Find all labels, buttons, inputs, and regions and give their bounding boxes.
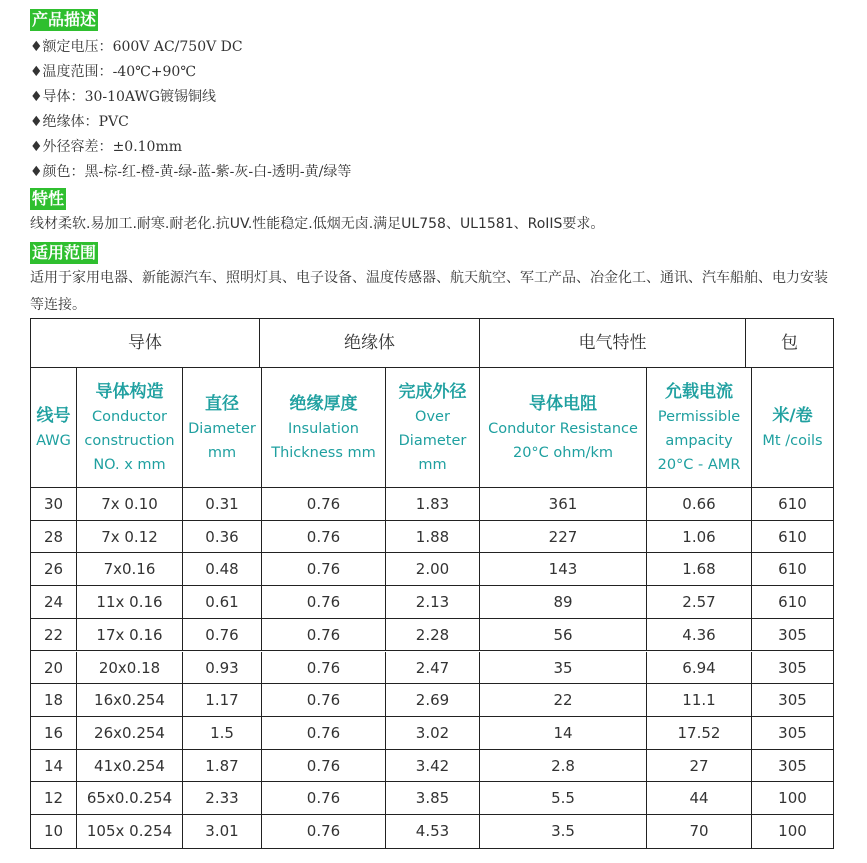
table-row (31, 684, 833, 717)
features-text: 线材柔软.易加工.耐寒.耐老化.抗UV.性能稳定.低烟无卤.满足UL758、UL1581、RoIIS要求。 (30, 216, 605, 232)
description-item (30, 137, 182, 157)
table-cell: 0.31 (183, 488, 262, 521)
table-cell: 1.83 (386, 488, 480, 521)
table-cell: 305 (752, 717, 833, 750)
description-item-label: ♦外径容差： (30, 139, 113, 155)
table-cell: 7x0.16 (77, 553, 183, 586)
table-cell: 0.36 (183, 521, 262, 554)
table-cell: 1.5 (183, 717, 262, 750)
table-cell: 100 (778, 822, 807, 840)
table-cell: 0.48 (183, 553, 262, 586)
table-cell: 0.76 (262, 782, 386, 815)
table-row (31, 652, 833, 685)
table-cell: 2.13 (386, 586, 480, 619)
table-cell: 0.76 (262, 717, 386, 750)
column-header-en: Condutor Resistance 20°C ohm/km (488, 420, 638, 461)
table-row (31, 782, 833, 815)
column-header-en: Diameter mm (188, 420, 256, 461)
table-group-cell: 电气特性 (480, 319, 746, 367)
table-group-cell: 包 (781, 333, 798, 353)
description-item-label: ♦颜色： (30, 164, 85, 180)
table-cell: 41x0.254 (77, 750, 183, 783)
table-row (31, 815, 833, 848)
column-header-en: Conductor construction NO. x mm (84, 408, 175, 473)
table-cell: 11x 0.16 (77, 586, 183, 619)
table-cell: 7x 0.10 (77, 488, 183, 521)
description-item (30, 62, 196, 82)
table-cell: 2.47 (386, 652, 480, 685)
column-header-en: Insulation Thickness mm (271, 420, 376, 461)
table-cell: 20x0.18 (77, 652, 183, 685)
column-header-en: Mt /coils (762, 432, 823, 449)
table-cell: 1.68 (647, 553, 752, 586)
table-cell: 100 (752, 782, 833, 815)
table-cell: 35 (480, 652, 647, 685)
table-group-cell: 导体 (31, 319, 260, 367)
column-header-en: AWG (36, 432, 71, 449)
description-item-value: ±0.10mm (112, 139, 183, 155)
table-cell: 17x 0.16 (77, 619, 183, 652)
column-header-cn: 绝缘厚度 (289, 393, 358, 414)
table-row (31, 750, 833, 783)
table-cell: 0.76 (183, 619, 262, 652)
table-cell: 1.88 (386, 521, 480, 554)
table-cell: 4.36 (647, 619, 752, 652)
description-item-label: ♦绝缘体： (30, 114, 99, 130)
table-cell: 14 (31, 750, 77, 783)
usage-text: 适用于家用电器、新能源汽车、照明灯具、电子设备、温度传感器、航天航空、军工产品、冶金化工、通讯、汽车船舶、电力安装等连接。 (30, 270, 828, 313)
table-cell: 305 (752, 619, 833, 652)
table-row (31, 521, 833, 554)
table-cell: 89 (480, 586, 647, 619)
table-cell: 0.76 (262, 750, 386, 783)
table-cell: 22 (480, 684, 647, 717)
table-cell: 2.8 (480, 750, 647, 783)
table-cell: 610 (752, 586, 833, 619)
table-cell: 3.01 (183, 815, 262, 848)
table-column-header (77, 368, 183, 488)
table-cell: 305 (752, 750, 833, 783)
table-cell: 0.76 (262, 815, 386, 848)
table-row (31, 553, 833, 586)
table-cell: 24 (31, 586, 77, 619)
column-header-en: Over Diameter mm (398, 408, 467, 473)
table-cell: 3.85 (386, 782, 480, 815)
table-cell: 7x 0.12 (77, 521, 183, 554)
description-item-value: 600V AC/750V DC (112, 39, 243, 55)
description-item-value: -40℃+90℃ (112, 64, 196, 80)
table-cell: 610 (752, 521, 833, 554)
table-cell: 0.76 (262, 553, 386, 586)
section-title-features: 特性 (32, 189, 65, 208)
description-item-value: 黑-棕-红-橙-黄-绿-蓝-紫-灰-白-透明-黄/绿等 (84, 164, 352, 180)
table-cell: 44 (647, 782, 752, 815)
description-item-label: ♦导体： (30, 89, 85, 105)
table-column-header (262, 368, 386, 488)
section-title-usage: 适用范围 (32, 243, 97, 262)
table-cell: 227 (480, 521, 647, 554)
column-header-cn: 导体构造 (95, 381, 164, 402)
section-title-description: 产品描述 (32, 10, 97, 29)
table-group-header (31, 319, 833, 368)
table-cell: 143 (480, 553, 647, 586)
table-cell: 17.52 (647, 717, 752, 750)
description-item (30, 37, 243, 57)
table-row (31, 586, 833, 619)
table-cell: 56 (480, 619, 647, 652)
table-cell: 28 (31, 521, 77, 554)
table-cell: 30 (31, 488, 77, 521)
table-cell: 4.53 (386, 815, 480, 848)
table-cell: 305 (752, 684, 833, 717)
column-header-cn: 完成外径 (398, 381, 467, 402)
table-cell: 27 (647, 750, 752, 783)
description-item-label: ♦温度范围： (30, 64, 113, 80)
table-cell: 16x0.254 (77, 684, 183, 717)
table-cell: 2.69 (386, 684, 480, 717)
table-cell: 1.06 (647, 521, 752, 554)
table-cell: 22 (31, 619, 77, 652)
table-row (31, 488, 833, 521)
table-cell: 65x0.0.254 (77, 782, 183, 815)
table-column-header (647, 368, 752, 488)
table-column-header (31, 368, 77, 488)
table-column-header (386, 368, 480, 488)
table-row (31, 717, 833, 750)
table-cell: 0.61 (183, 586, 262, 619)
table-cell: 305 (752, 652, 833, 685)
table-cell: 12 (31, 782, 77, 815)
table-cell: 3.02 (386, 717, 480, 750)
table-cell: 0.76 (262, 488, 386, 521)
table-cell: 2.00 (386, 553, 480, 586)
description-item-value: 30-10AWG镀锡铜线 (84, 89, 217, 105)
table-cell: 3.5 (480, 815, 647, 848)
description-item-label: ♦额定电压： (30, 39, 113, 55)
table-cell: 6.94 (647, 652, 752, 685)
table-cell: 0.76 (262, 619, 386, 652)
table-cell: 2.57 (647, 586, 752, 619)
table-cell: 1.17 (183, 684, 262, 717)
table-cell: 0.76 (262, 652, 386, 685)
spec-table (30, 318, 834, 849)
column-header-cn: 直径 (205, 393, 239, 414)
table-cell: 3.42 (386, 750, 480, 783)
table-column-header (752, 368, 833, 488)
table-group-cell: 绝缘体 (260, 319, 480, 367)
table-cell: 0.76 (262, 521, 386, 554)
table-cell: 2.33 (183, 782, 262, 815)
table-cell: 11.1 (647, 684, 752, 717)
column-header-en: Permissible ampacity 20°C - AMR (657, 408, 741, 473)
table-cell: 105x 0.254 (77, 815, 183, 848)
table-cell: 0.93 (183, 652, 262, 685)
description-item (30, 162, 351, 182)
column-header-cn: 允载电流 (665, 381, 733, 402)
table-cell: 610 (752, 488, 833, 521)
table-cell: 26 (31, 553, 77, 586)
table-cell: 14 (480, 717, 647, 750)
table-cell: 610 (752, 553, 833, 586)
description-item (30, 112, 129, 132)
table-cell: 26x0.254 (77, 717, 183, 750)
table-cell: 0.76 (262, 586, 386, 619)
table-cell: 0.66 (647, 488, 752, 521)
table-column-header (480, 368, 647, 488)
description-item (30, 87, 216, 107)
table-cell: 5.5 (480, 782, 647, 815)
table-cell: 361 (480, 488, 647, 521)
table-cell: 16 (31, 717, 77, 750)
table-cell: 1.87 (183, 750, 262, 783)
column-header-cn: 线号 (36, 405, 71, 426)
description-item-value: PVC (98, 114, 129, 130)
table-cell: 0.76 (262, 684, 386, 717)
table-row (31, 619, 833, 652)
table-cell: 2.28 (386, 619, 480, 652)
table-cell: 10 (31, 815, 77, 848)
table-cell: 18 (31, 684, 77, 717)
table-cell: 70 (647, 815, 752, 848)
column-header-cn: 米/卷 (772, 405, 813, 426)
column-header-cn: 导体电阻 (529, 393, 597, 414)
table-cell: 20 (31, 652, 77, 685)
table-column-header (183, 368, 262, 488)
